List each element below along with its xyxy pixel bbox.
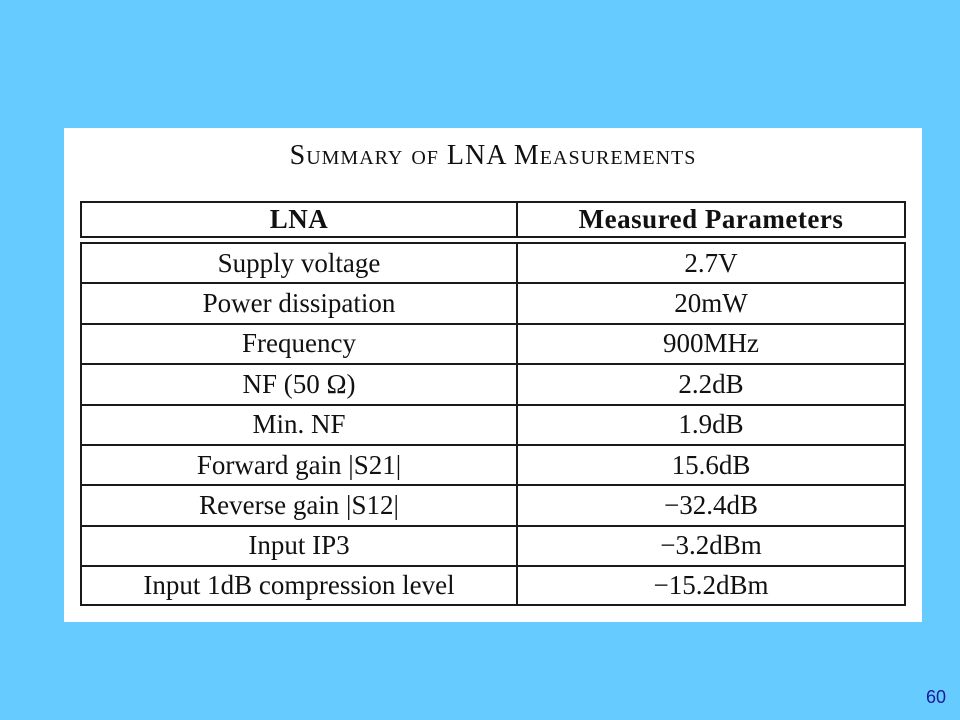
param-cell: Power dissipation (82, 284, 518, 322)
param-cell: Input IP3 (82, 527, 518, 565)
value-cell: −15.2dBm (653, 569, 769, 600)
table-body (80, 242, 906, 606)
table-row (80, 323, 906, 363)
table-title: Summary of LNA Measurements (289, 140, 697, 171)
value-cell: 1.9dB (678, 409, 744, 440)
table-row (80, 282, 906, 322)
table-image (64, 128, 922, 622)
table-header-row (80, 201, 906, 238)
table-row (80, 484, 906, 524)
value-cell: 20mW (674, 288, 748, 319)
table-row (80, 363, 906, 403)
param-cell: Supply voltage (82, 244, 518, 282)
param-cell: Forward gain |S21| (82, 446, 518, 484)
table-row (80, 565, 906, 605)
table-row (80, 525, 906, 565)
param-cell: Min. NF (82, 406, 518, 444)
value-cell: −3.2dBm (660, 530, 762, 561)
value-cell: 2.2dB (678, 368, 744, 399)
header-lna: LNA (82, 203, 518, 236)
value-cell: 15.6dB (671, 449, 751, 480)
param-cell: Frequency (82, 325, 518, 363)
table-row (80, 404, 906, 444)
table-row (80, 242, 906, 282)
param-cell: NF (50 Ω) (82, 365, 518, 403)
table-row (80, 444, 906, 484)
param-cell: Reverse gain |S12| (82, 486, 518, 524)
param-cell: Input 1dB compression level (82, 567, 518, 603)
header-measured-parameters: Measured Parameters (578, 204, 844, 234)
page-number: 60 (925, 687, 946, 707)
value-cell: 900MHz (663, 328, 759, 359)
value-cell: −32.4dB (664, 490, 758, 521)
value-cell: 2.7V (684, 247, 738, 278)
